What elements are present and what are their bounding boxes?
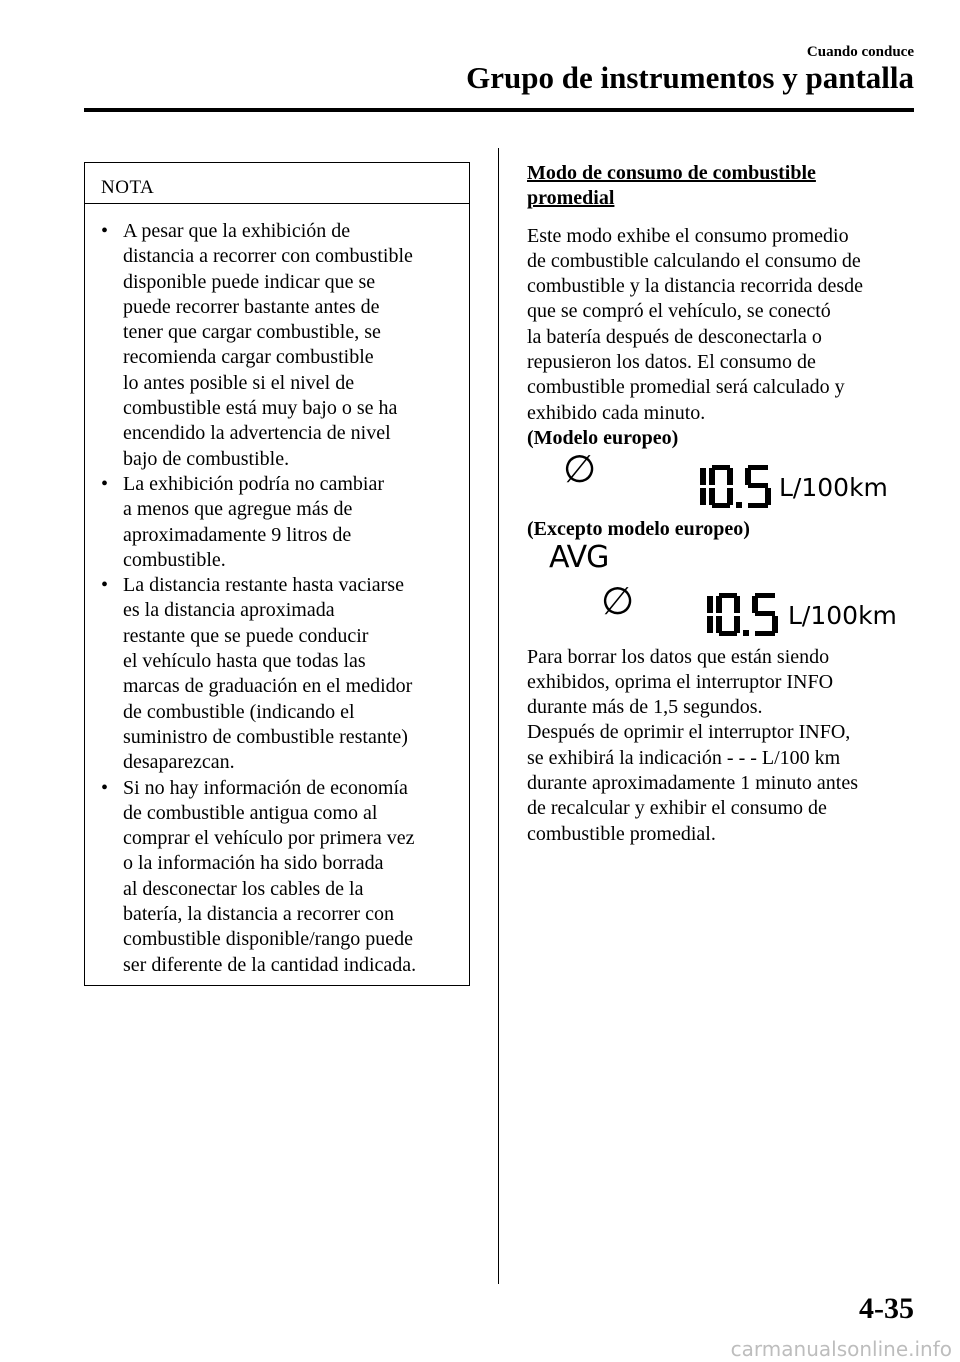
average-symbol-icon: ∅ bbox=[563, 447, 597, 492]
column-divider bbox=[498, 148, 499, 1284]
reset-paragraph: Para borrar los datos que están siendo exhibidos, oprima el interruptor INFO durante más de 1,5 segundos. bbox=[527, 645, 834, 719]
note-item bbox=[99, 776, 459, 978]
european-model-label: (Modelo europeo) bbox=[527, 426, 679, 449]
unit-label: L/100km bbox=[779, 473, 888, 503]
chapter-title: Grupo de instrumentos y pantalla bbox=[466, 60, 914, 95]
lcd-digits-value bbox=[698, 465, 776, 511]
note-item-text: Si no hay información de economía de combustible antigua como al comprar el vehículo por primera vez o la información ha sido borrada al desconectar los cables de la batería, la distancia a recorrer con combustible disponible/rango puede ser diferente de la cantidad indicada. bbox=[123, 776, 417, 976]
note-item-text: A pesar que la exhibición de distancia a recorrer con combustible disponible puede indicar que se puede recorrer bastante antes de tener que cargar combustible, se recomienda cargar combustible lo antes posible si el nivel de combustible está muy bajo o se ha encendido la advertencia de nivel bajo de combustible. bbox=[123, 220, 413, 470]
note-item-text: La distancia restante hasta vaciarse es la distancia aproximada restante que se puede conducir el vehículo hasta que todas las marcas de graduación en el medidor de combustible (indicando el suministro de combustible restante) desaparezcan. bbox=[123, 574, 413, 774]
bullet-icon: • bbox=[101, 220, 109, 242]
note-box bbox=[84, 162, 470, 986]
european-display bbox=[527, 447, 917, 517]
page-number: 4-35 bbox=[859, 1292, 914, 1325]
section-heading: Modo de consumo de combustible promedial bbox=[527, 162, 816, 210]
intro-paragraph: Este modo exhibe el consumo promedio de combustible calculando el consumo de combustible y la distancia recorrida desde que se compró el vehículo, se conectó la batería después de desconectarla o repusieron los datos. El consumo de combustible promedial será calculado y exhibido cada minuto. bbox=[527, 224, 863, 424]
note-title: NOTA bbox=[101, 177, 155, 198]
lcd-digits-value bbox=[705, 593, 783, 639]
unit-label: L/100km bbox=[788, 600, 897, 630]
note-divider bbox=[85, 203, 469, 204]
bullet-icon: • bbox=[101, 776, 109, 799]
note-list bbox=[99, 219, 459, 978]
header-rule bbox=[84, 108, 914, 112]
section-label: Cuando conduce bbox=[806, 44, 914, 60]
non-european-model-label: (Excepto modelo europeo) bbox=[527, 518, 750, 541]
non-european-display bbox=[527, 539, 917, 645]
note-item bbox=[99, 472, 459, 573]
watermark: carmanualsonline.info bbox=[730, 1337, 952, 1361]
bullet-icon: • bbox=[101, 574, 109, 597]
bullet-icon: • bbox=[101, 472, 109, 495]
note-item bbox=[99, 573, 459, 775]
note-item bbox=[99, 219, 459, 472]
right-column bbox=[527, 161, 917, 847]
average-symbol-icon: ∅ bbox=[601, 578, 635, 623]
after-reset-paragraph: Después de oprimir el interruptor INFO, se exhibirá la indicación - - - L/100 km durante aproximadamente 1 minuto antes de recalcular y exhibir el consumo de combustible promedial. bbox=[527, 721, 859, 845]
note-item-text: La exhibición podría no cambiar a menos que agregue más de aproximadamente 9 litros de combustible. bbox=[123, 472, 385, 571]
avg-label: AVG bbox=[549, 539, 609, 575]
